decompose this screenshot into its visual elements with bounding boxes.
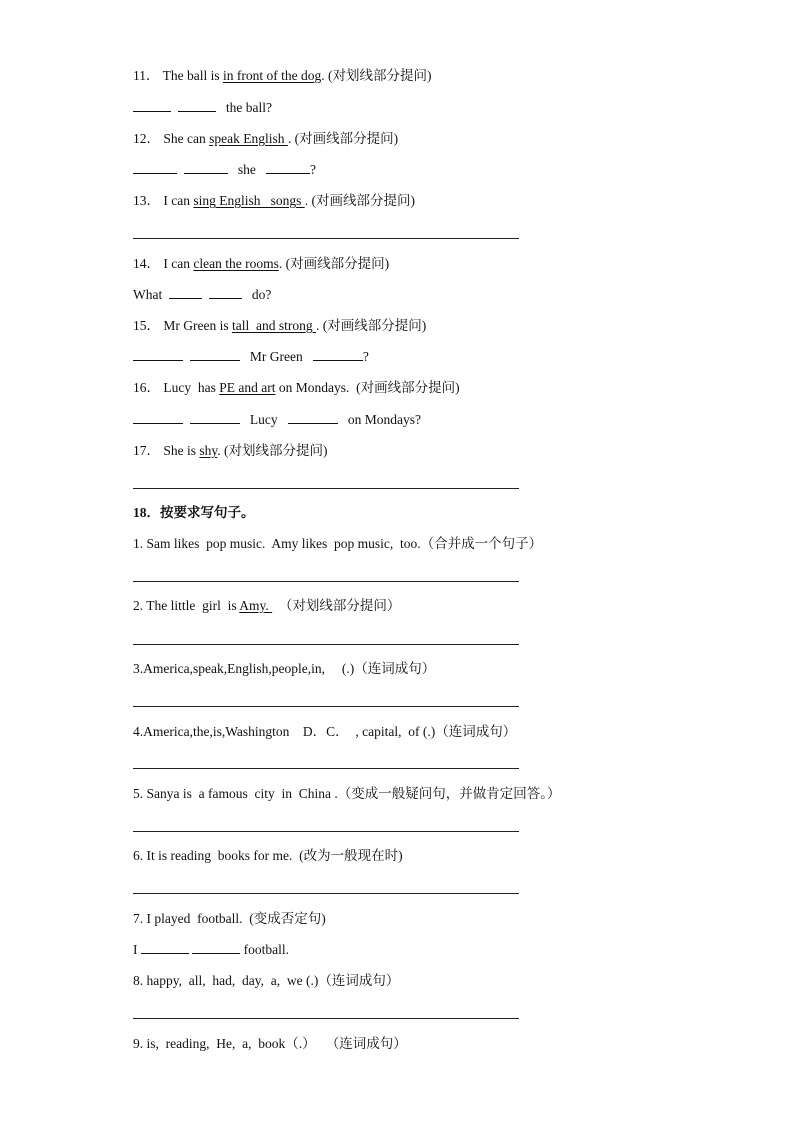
- answer-blank[interactable]: [178, 99, 216, 112]
- answer-line-11: [133, 99, 272, 117]
- answer-text: she: [237, 162, 256, 177]
- question-instruction: . (对画线部分提问): [278, 256, 390, 271]
- question-instruction: . (对划线部分提问): [321, 68, 432, 83]
- question-instruction: . (对划线部分提问): [217, 443, 328, 458]
- question-16: [133, 379, 460, 397]
- question-14: [133, 255, 389, 273]
- subquestion-1: 1. Sam likes pop music. Amy likes pop music, too.（合并成一个句子）: [133, 536, 543, 551]
- subquestion-4: 4.America,the,is,Washington D．C． , capital, of (.)（连词成句）: [133, 724, 517, 739]
- question-number: 14．: [133, 256, 160, 271]
- question-number: 11．: [133, 68, 160, 83]
- question-instruction: on Mondays. (对画线部分提问): [275, 380, 460, 395]
- answer-rule-13[interactable]: [133, 238, 519, 239]
- answer-rule-s5[interactable]: [133, 831, 519, 832]
- answer-text: ?: [310, 162, 316, 177]
- underlined-phrase: tall and strong: [231, 318, 316, 333]
- question-text: Mr Green is: [163, 318, 232, 333]
- answer-blank[interactable]: [169, 286, 202, 299]
- answer-rule-s3[interactable]: [133, 706, 519, 707]
- answer-rule-17[interactable]: [133, 488, 519, 489]
- answer-blank[interactable]: [133, 411, 183, 424]
- underlined-phrase: clean the rooms: [193, 256, 279, 271]
- answer-rule-s6[interactable]: [133, 893, 519, 894]
- answer-line-14: [133, 286, 271, 304]
- answer-text: on Mondays?: [347, 412, 421, 427]
- answer-blank[interactable]: [288, 411, 338, 424]
- underlined-phrase: speak English: [209, 131, 288, 146]
- question-number: 17．: [133, 443, 160, 458]
- answer-blank[interactable]: [190, 411, 240, 424]
- question-17: [133, 442, 328, 460]
- answer-text: the ball?: [225, 100, 272, 115]
- answer-text: Lucy: [249, 412, 278, 427]
- question-13: [133, 192, 415, 210]
- question-15: [133, 317, 426, 335]
- underlined-phrase: sing English songs: [193, 193, 305, 208]
- answer-blank[interactable]: [133, 348, 183, 361]
- underlined-phrase: PE and art: [219, 380, 276, 395]
- answer-text: What: [133, 287, 163, 302]
- underlined-phrase: Amy.: [239, 598, 273, 613]
- question-instruction: （对划线部分提问）: [272, 598, 401, 613]
- subquestion-9: 9. is, reading, He, a, book（.） （连词成句）: [133, 1036, 407, 1051]
- subquestion-8: 8. happy, all, had, day, a, we (.)（连词成句）: [133, 973, 400, 988]
- answer-blank[interactable]: [266, 161, 310, 174]
- question-number: 12．: [133, 131, 160, 146]
- answer-line-15: [133, 348, 369, 366]
- answer-blank[interactable]: [133, 161, 177, 174]
- question-text: Lucy has: [163, 380, 220, 395]
- subquestion-2: [133, 597, 400, 615]
- question-12: [133, 130, 398, 148]
- subquestion-6: 6. It is reading books for me. (改为一般现在时): [133, 848, 403, 863]
- answer-text: ?: [362, 349, 369, 364]
- question-number: 13．: [133, 193, 160, 208]
- subquestion-7: 7. I played football. (变成否定句): [133, 911, 326, 926]
- answer-line-16: [133, 411, 421, 429]
- question-number: 16．: [133, 380, 160, 395]
- question-11: [133, 67, 432, 85]
- answer-blank[interactable]: [192, 941, 240, 954]
- answer-rule-s2[interactable]: [133, 644, 519, 645]
- question-text: She is: [163, 443, 200, 458]
- question-text: 2. The little girl is: [133, 598, 240, 613]
- answer-rule-s8[interactable]: [133, 1018, 519, 1019]
- answer-text: football.: [243, 942, 289, 957]
- answer-line-12: [133, 161, 316, 179]
- question-text: I can: [163, 193, 194, 208]
- answer-blank[interactable]: [184, 161, 228, 174]
- underlined-phrase: shy: [199, 443, 218, 458]
- question-number: 15．: [133, 318, 160, 333]
- answer-blank[interactable]: [133, 99, 171, 112]
- answer-blank[interactable]: [190, 348, 240, 361]
- subquestion-3: 3.America,speak,English,people,in, (.)（连词成句）: [133, 661, 436, 676]
- answer-blank[interactable]: [209, 286, 242, 299]
- answer-rule-s4[interactable]: [133, 768, 519, 769]
- answer-line-s7: [133, 941, 289, 959]
- section-title: 18．按要求写句子。: [133, 505, 255, 520]
- question-instruction: . (对画线部分提问): [304, 193, 415, 208]
- answer-text: Mr Green: [249, 349, 303, 364]
- answer-blank[interactable]: [141, 941, 189, 954]
- answer-text: do?: [251, 287, 272, 302]
- question-text: The ball is: [162, 68, 224, 83]
- question-instruction: . (对画线部分提问): [287, 131, 399, 146]
- answer-rule-s1[interactable]: [133, 581, 519, 582]
- underlined-phrase: in front of the dog: [223, 68, 322, 83]
- subquestion-5: 5. Sanya is a famous city in China .（变成一般疑问句，并做肯定回答。）: [133, 786, 561, 801]
- question-instruction: . (对画线部分提问): [315, 318, 427, 333]
- answer-text: I: [133, 942, 138, 957]
- answer-blank[interactable]: [313, 348, 363, 361]
- question-text: She can: [163, 131, 210, 146]
- question-text: I can: [163, 256, 194, 271]
